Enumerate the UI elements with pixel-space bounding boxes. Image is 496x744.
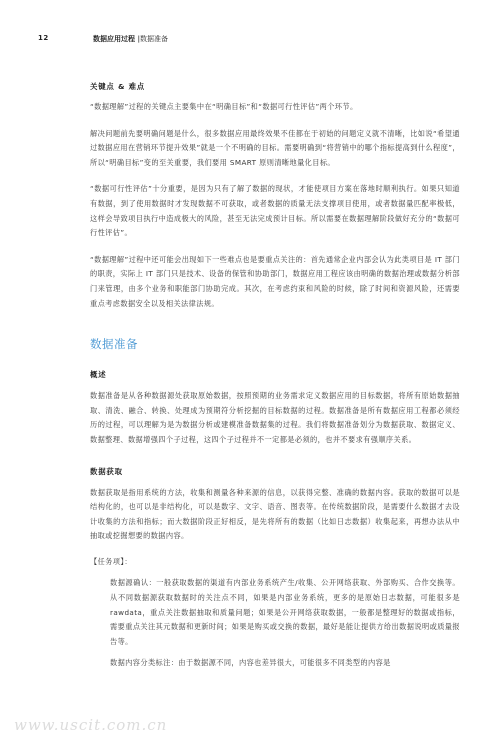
task-label: 【任务项】： xyxy=(90,556,132,566)
section-title: 数据准备 xyxy=(140,35,168,43)
task-item-classification: 数据内容分类标注：由于数据源不同，内容也差异很大，可能很多不同类型的内容是 xyxy=(110,658,391,668)
page-number: 12 xyxy=(38,34,49,42)
key-points-paragraph-4: “数据理解”过程中还可能会出现如下一些难点也是要重点关注的：首先通常企业内部会认为此类项目是 IT 部门的职责，实际上 IT 部门只是技术、设备的保管和协助部门，数据应用工程应该由明确的数据治理或数据分析部门来管理，由多个业务和职能部门协助完成。其次，在考虑约束和风险的时候，除了时间和资源风险，还需要重点考虑数据安全以及相关法律法规。 xyxy=(90,254,460,308)
key-points-paragraph-1: “数据理解”过程的关键点主要集中在“明确目标”和“数据可行性评估”两个环节。 xyxy=(90,102,358,111)
chapter-title: 数据应用过程 xyxy=(93,35,135,43)
page-header xyxy=(38,34,458,42)
overview-paragraph: 数据准备是从各种数据源处获取原始数据，按照预期的业务需求定义数据应用的目标数据，将所有原始数据抽取、清洗、融合、转换、处理成为预期符分析挖掘的目标数据的过程。数据准备是所有数据应用工程都必须经历的过程，可以理解为是为数据分析或建模准备数据集的过程。我们将数据准备划分为数据获取、数据定义、数据整理、数据增强四个子过程，这四个子过程并不一定都是必须的，也并不要求有强顺序关系。 xyxy=(90,391,460,444)
data-prep-heading: 数据准备 xyxy=(90,337,138,352)
acquisition-heading: 数据获取 xyxy=(90,466,123,476)
overview-heading: 概述 xyxy=(90,370,107,380)
watermark: www.uscit.com.cn xyxy=(14,716,168,734)
page-content xyxy=(90,80,460,671)
header-separator: | xyxy=(137,35,140,43)
acquisition-paragraph: 数据获取是指用系统的方法，收集和测量各种来源的信息，以获得完整、准确的数据内容。获取的数据可以是结构化的，也可以是非结构化，可以是数字、文字、语音、图表等。在传统数据阶段，是需要什么数据才去设计收集的方法和指标；而大数据阶段正好相反，是先将所有的数据（比如日志数据）收集起来，再想办法从中抽取或挖掘想要的数据内容。 xyxy=(90,487,460,541)
key-points-paragraph-2: 解决问题前先要明确问题是什么，很多数据应用最终效果不佳都在于初始的问题定义就不清晰，比如说“希望通过数据应用在营销环节提升效果”就是一个不明确的目标。需要明确到“将营销中的哪个指标提高到什么程度”，所以“明确目标”变的至关重要，我们要用 SMART 原则清晰地量化目标。 xyxy=(90,128,460,167)
task-item-source: 数据源确认：一般获取数据的渠道有内部业务系统产生/收集、公开网络获取、外部购买、合作交换等。从不同数据源获取数据时的关注点不同，如果是内部业务系统，更多的是原始日志数据，可能很多是 rawdata，重点关注数据抽取和质量问题；如果是公开网络获取数据，一般都是整理好的数据或指标，需要重点关注其元数据和更新时间；如果是购买或交换的数据，最好是能让提供方给出数据说明或质量报告等。 xyxy=(110,578,460,646)
key-points-heading: 关键点 & 难点 xyxy=(90,82,145,91)
key-points-paragraph-3: “数据可行性评估”十分重要，是因为只有了解了数据的现状，才能使项目方案在落地时顺利执行。如果只知道有数据，到了使用数据时才发现数据不可获取，或者数据的质量无法支撑项目使用，或者数据量匹配率极低，这样会导致项目执行中造成极大的风险，甚至无法完成预计目标。所以需要在数据理解阶段做好充分的“数据可行性评估”。 xyxy=(90,184,460,238)
running-title xyxy=(93,34,168,44)
